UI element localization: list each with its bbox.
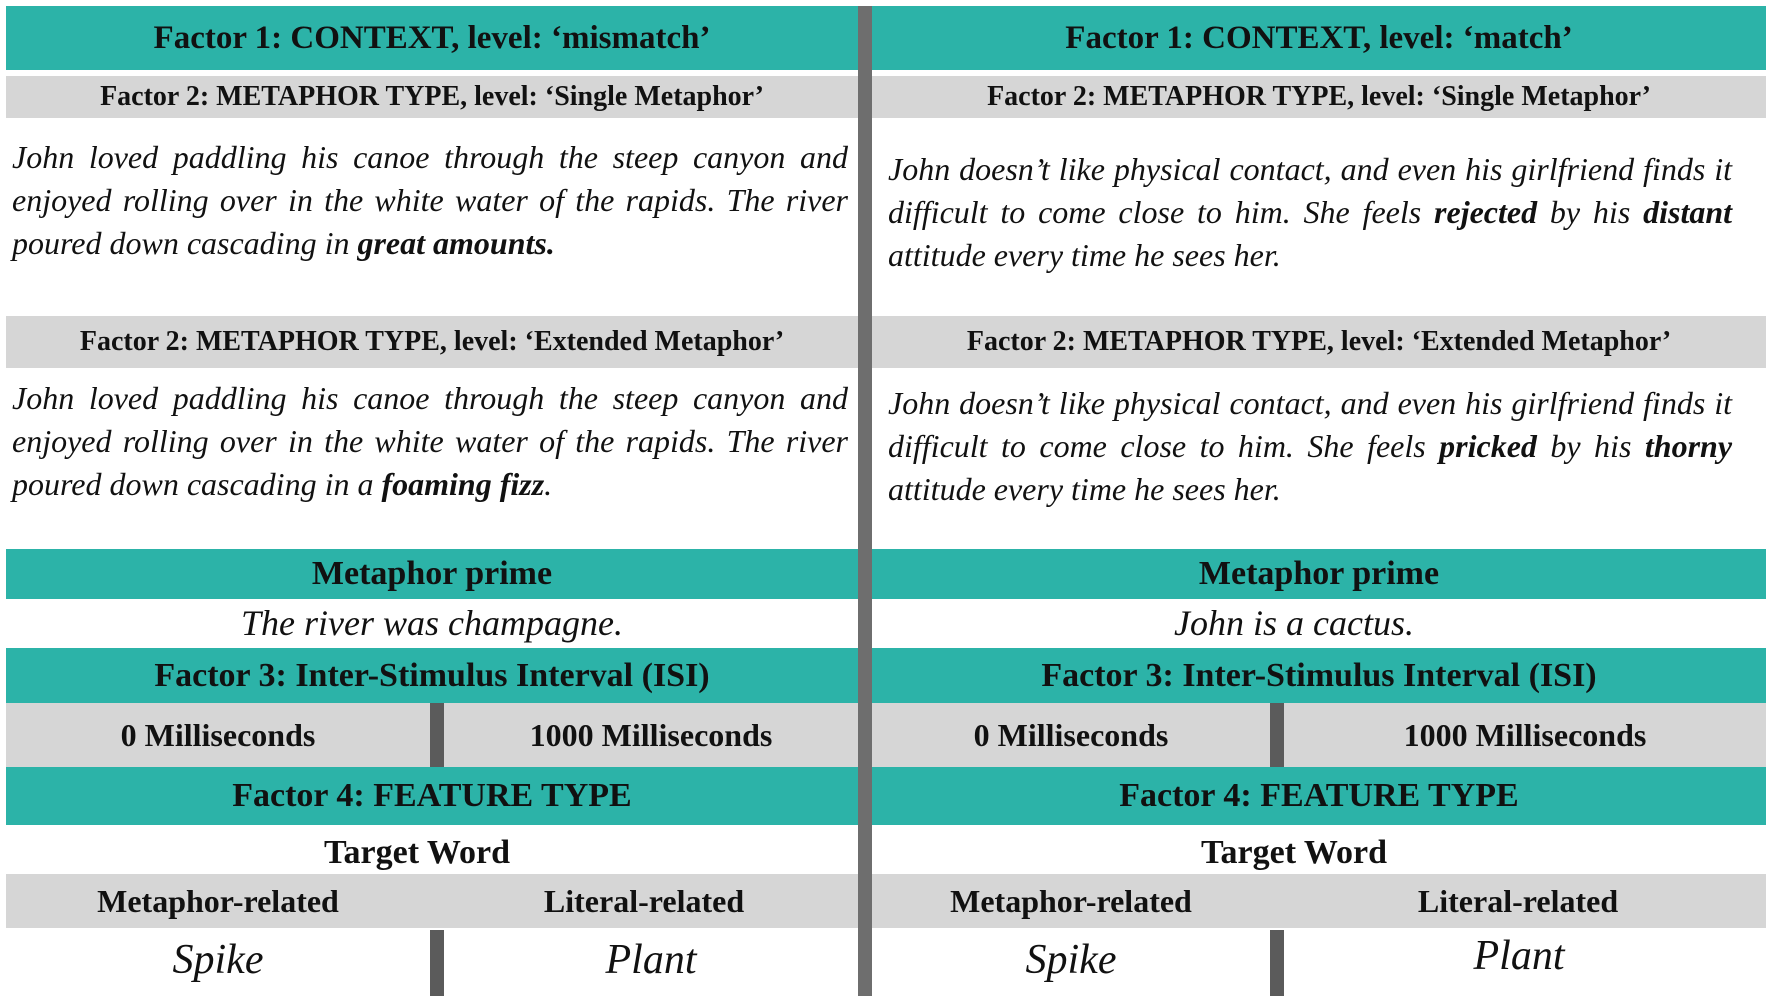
- left-word-divider: [430, 930, 444, 996]
- left-word-plant: Plant: [605, 937, 697, 983]
- left-prime-header: [6, 549, 858, 599]
- left-literal-related: Literal-related: [543, 882, 745, 919]
- left-feature-row: [6, 874, 858, 928]
- right-word-divider: [1270, 930, 1284, 996]
- right-metaphor-related: Metaphor-related: [950, 882, 1192, 919]
- right-factor2-extended-label: Factor 2: METAPHOR TYPE, level: ‘Extended Metaphor’: [966, 326, 1672, 357]
- right-isi-1000: 1000 Milliseconds: [1403, 716, 1647, 753]
- left-factor1-header: [6, 6, 858, 70]
- right-factor4-label: Factor 4: FEATURE TYPE: [1119, 777, 1519, 814]
- right-factor2-single-label: Factor 2: METAPHOR TYPE, level: ‘Single Metaphor’: [987, 81, 1651, 112]
- left-factor3-header: [6, 648, 858, 703]
- right-prime-sentence: John is a cactus.: [1174, 603, 1414, 643]
- left-isi-1000: 1000 Milliseconds: [529, 716, 773, 753]
- left-prime-heading: Metaphor prime: [311, 555, 553, 592]
- left-factor4-label: Factor 4: FEATURE TYPE: [232, 777, 632, 814]
- right-target-word: Target Word: [1200, 834, 1388, 871]
- right-factor2-single-header: [872, 76, 1766, 118]
- left-factor2-extended-header: [6, 316, 858, 368]
- right-factor1-header: [872, 6, 1766, 70]
- left-word-spike: Spike: [172, 937, 264, 983]
- right-literal-related: Literal-related: [1417, 882, 1619, 919]
- right-extended-paragraph: John doesn’t like physical contact, and even his girlfriend finds it difficult to come close to him. She feels pricked by his thorny attitude every time he sees her.: [888, 385, 1733, 507]
- right-isi-divider: [1270, 703, 1284, 767]
- right-factor2-extended-header: [872, 316, 1766, 368]
- right-feature-row: [872, 874, 1766, 928]
- left-factor4-header: [6, 767, 858, 825]
- left-factor2-extended-label: Factor 2: METAPHOR TYPE, level: ‘Extended Metaphor’: [79, 326, 785, 357]
- right-word-spike: Spike: [1025, 937, 1117, 983]
- left-metaphor-related: Metaphor-related: [97, 882, 339, 919]
- right-word-plant: Plant: [1473, 933, 1565, 979]
- left-prime-sentence: The river was champagne.: [241, 603, 623, 643]
- right-factor3-header: [872, 648, 1766, 703]
- left-factor1-label: Factor 1: CONTEXT, level: ‘mismatch’: [153, 19, 711, 56]
- right-factor4-header: [872, 767, 1766, 825]
- left-isi-divider: [430, 703, 444, 767]
- right-factor1-label: Factor 1: CONTEXT, level: ‘match’: [1065, 19, 1573, 56]
- right-prime-header: [872, 549, 1766, 599]
- right-isi-0: 0 Milliseconds: [973, 716, 1169, 753]
- left-single-paragraph: John loved paddling his canoe through the steep canyon and enjoyed rolling over in the white water of the rapids. The river poured down cascading in great amounts.: [12, 139, 848, 261]
- left-target-word: Target Word: [323, 834, 511, 871]
- left-extended-paragraph: John loved paddling his canoe through the steep canyon and enjoyed rolling over in the white water of the rapids. The river poured down cascading in a foaming fizz.: [12, 380, 848, 502]
- right-single-paragraph: John doesn’t like physical contact, and even his girlfriend finds it difficult to come close to him. She feels rejected by his distant attitude every time he sees her.: [888, 151, 1733, 273]
- right-factor3-label: Factor 3: Inter-Stimulus Interval (ISI): [1041, 656, 1597, 694]
- left-factor3-label: Factor 3: Inter-Stimulus Interval (ISI): [154, 656, 710, 694]
- left-isi-0: 0 Milliseconds: [120, 716, 316, 753]
- left-factor2-single-label: Factor 2: METAPHOR TYPE, level: ‘Single Metaphor’: [100, 81, 764, 112]
- right-isi-row: [872, 703, 1766, 767]
- right-prime-heading: Metaphor prime: [1198, 555, 1440, 592]
- left-factor2-single-header: [6, 76, 858, 118]
- left-isi-row: [6, 703, 858, 767]
- center-divider: [858, 6, 872, 996]
